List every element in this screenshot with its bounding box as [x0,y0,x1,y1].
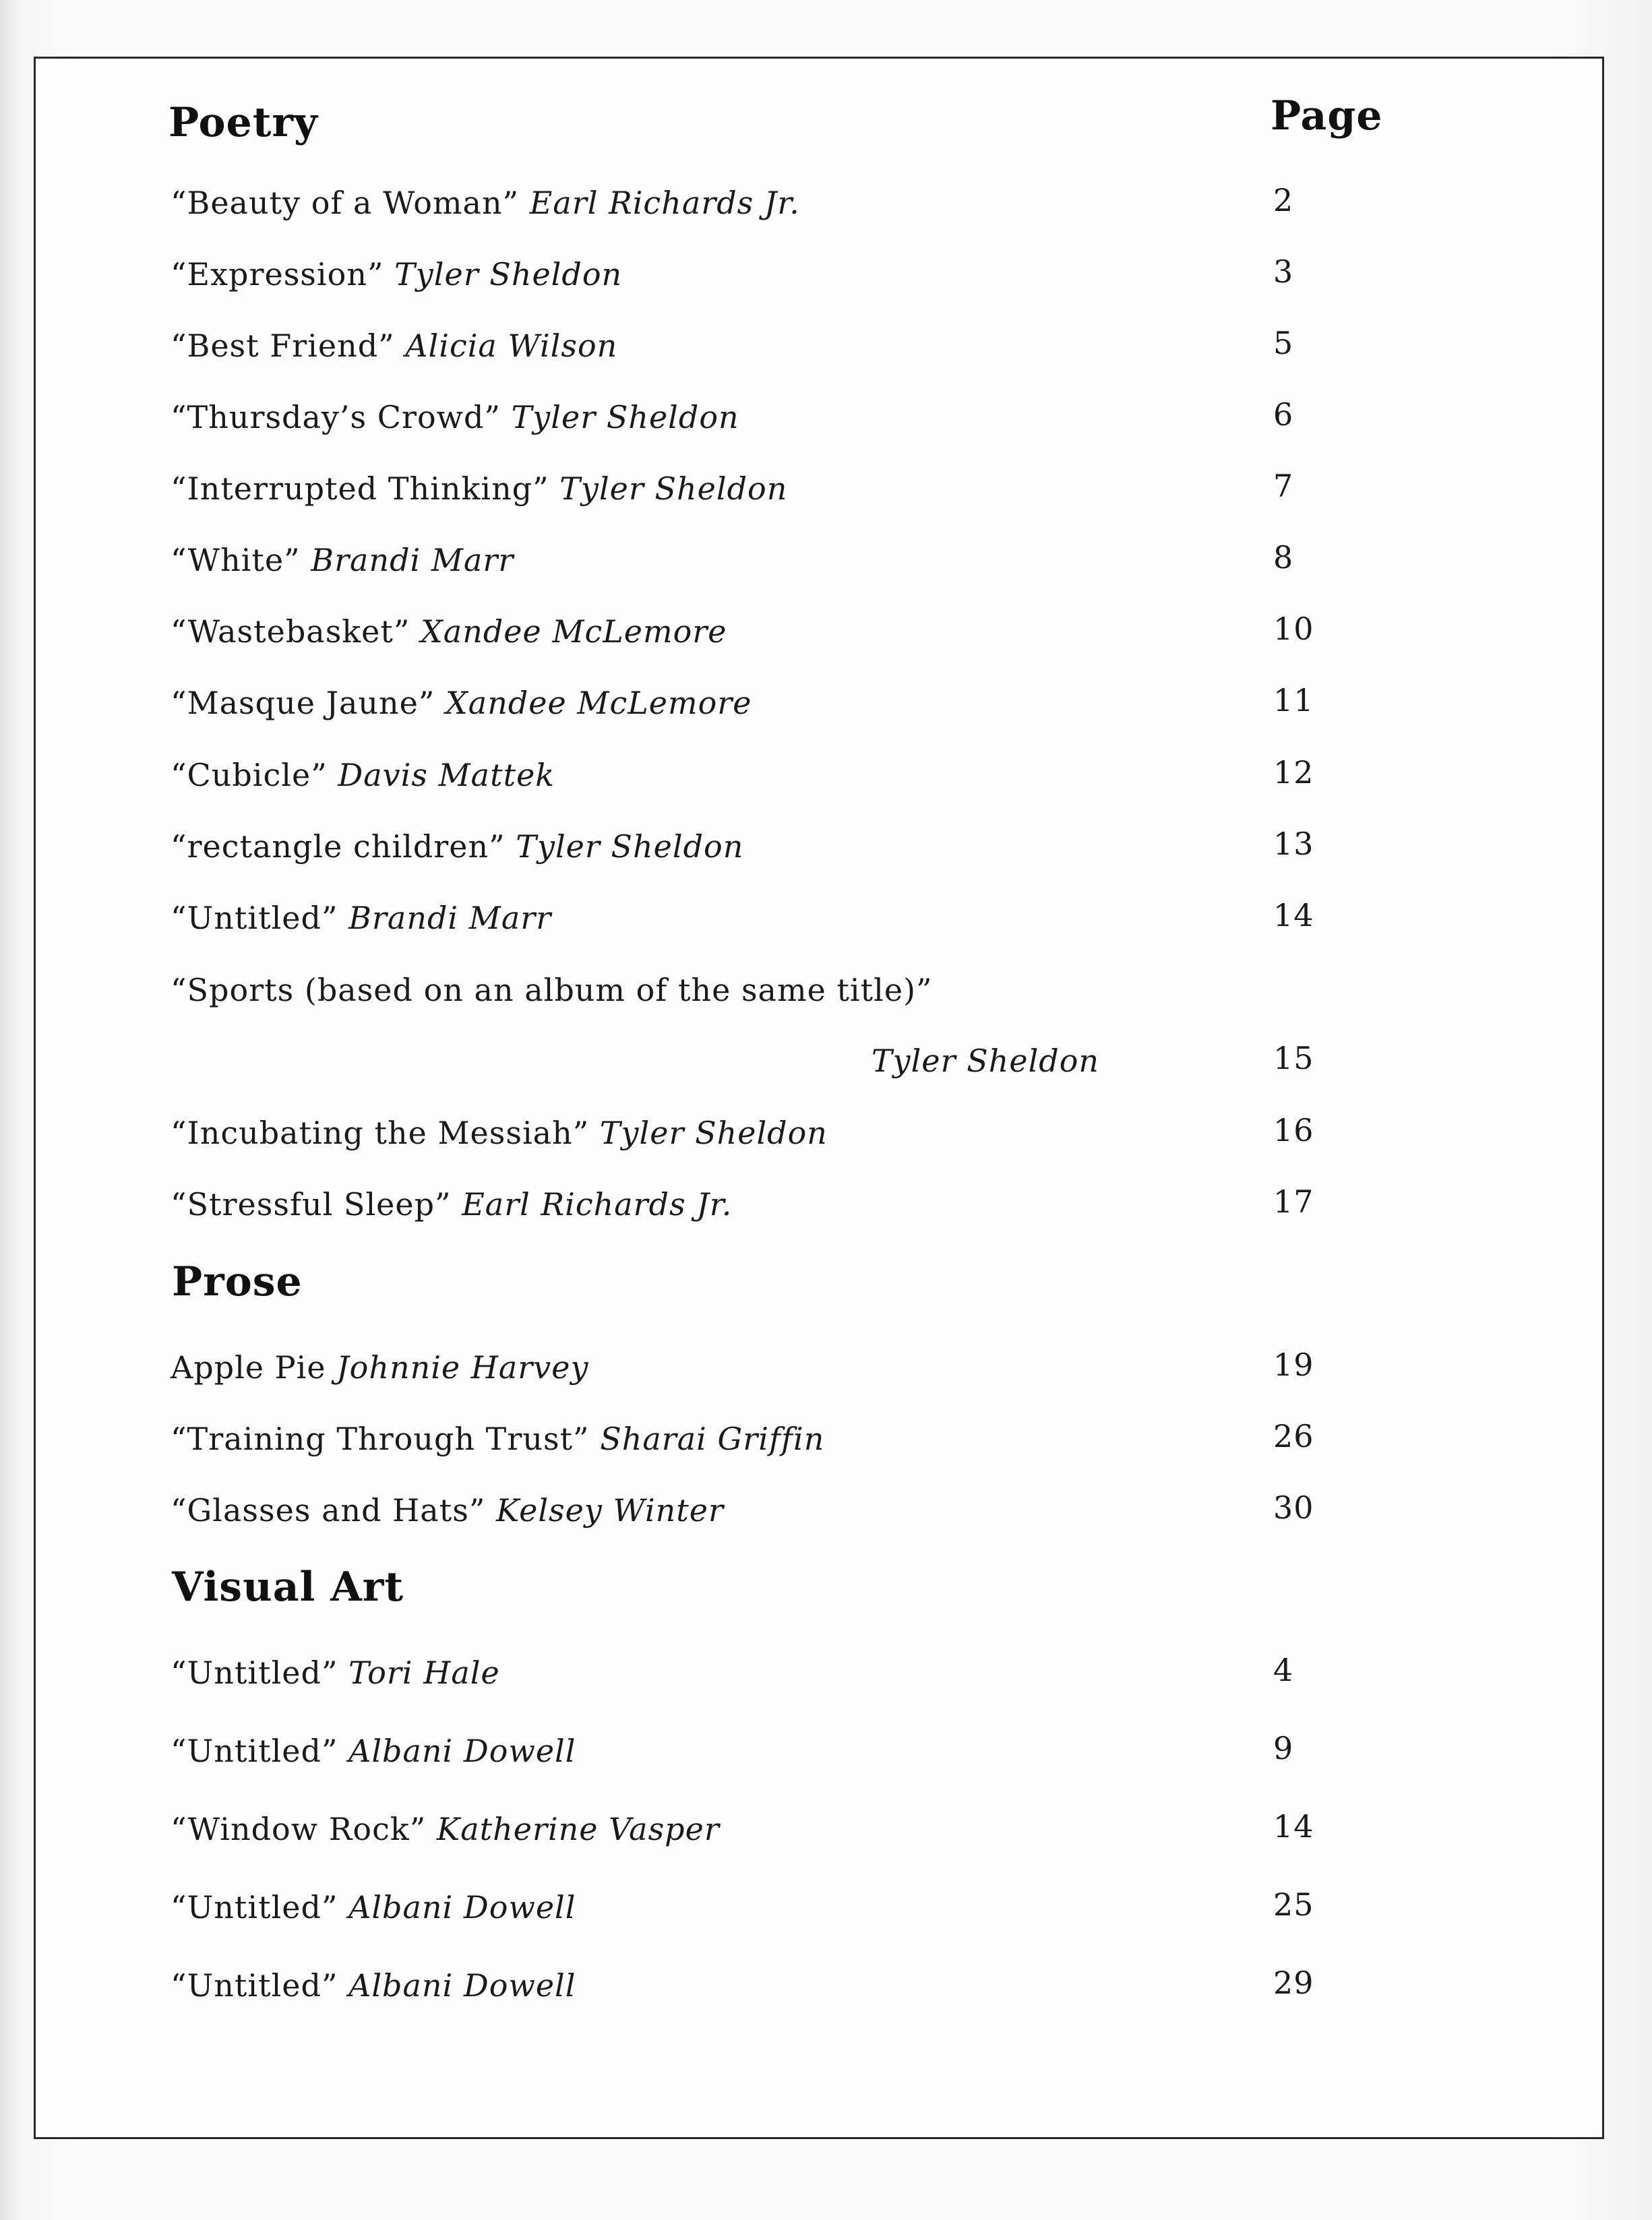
entry-page-number: 9 [1273,1730,1294,1766]
toc-entry [171,470,787,507]
entry-title: “Thursday’s Crowd” [171,399,501,435]
entry-author: Brandi Marr [348,900,552,936]
entry-author: Alicia Wilson [405,328,618,364]
entry-page-number: 4 [1273,1652,1294,1688]
toc-entry [171,256,622,292]
entry-page-number: 6 [1273,396,1294,433]
table-of-contents-frame [34,57,1604,2139]
entry-page-number: 12 [1273,754,1314,791]
entry-author: Albani Dowell [348,1967,576,2004]
toc-entry [171,185,800,221]
toc-entry [171,972,933,1008]
entry-author: Tyler Sheldon [511,399,739,435]
toc-entry [171,900,551,936]
entry-title: “White” [171,542,301,578]
entry-page-number: 30 [1273,1489,1314,1526]
entry-page-number: 11 [1273,682,1314,718]
entry-page-number: 26 [1273,1418,1314,1454]
entry-title: “Cubicle” [171,757,328,793]
entry-title: “Beauty of a Woman” [171,185,520,221]
entry-author: Brandi Marr [311,542,514,578]
toc-entry [171,1492,724,1529]
entry-author: Tyler Sheldon [394,256,623,292]
entry-title: “Untitled” [171,1733,338,1769]
entry-page-number: 3 [1273,253,1294,290]
toc-entry [171,1186,732,1223]
entry-page-number: 5 [1273,325,1294,361]
entry-author: Albani Dowell [348,1889,576,1925]
entry-page-number: 19 [1273,1347,1314,1383]
entry-title: “Glasses and Hats” [171,1492,486,1529]
entry-title: “Untitled” [171,1967,338,2004]
section-heading-poetry: Poetry [169,99,318,146]
section-heading-visual-art: Visual Art [172,1564,404,1611]
toc-entry [171,1889,576,1925]
table-of-contents [36,59,1602,2137]
toc-entry [171,542,514,578]
entry-author: Katherine Vasper [436,1811,720,1847]
entry-title: “Untitled” [171,900,338,936]
entry-page-number: 8 [1273,539,1294,576]
entry-title: “Stressful Sleep” [171,1186,452,1223]
toc-entry [171,685,752,721]
entry-page-number: 7 [1273,468,1294,504]
entry-author: Sharai Griffin [600,1421,825,1457]
toc-entry [171,1349,588,1386]
toc-entry [171,1967,576,2004]
entry-title: Apple Pie [171,1349,326,1386]
toc-entry [171,1421,824,1457]
entry-page-number: 17 [1273,1183,1314,1220]
entry-page-number: 15 [1273,1040,1314,1076]
toc-entry [171,613,727,650]
entry-author: Tori Hale [348,1655,500,1691]
entry-page-number: 14 [1273,1808,1314,1845]
entry-title: “Sports (based on an album of the same title)” [171,972,933,1008]
toc-entry [171,399,739,435]
entry-page-number: 10 [1273,611,1314,647]
toc-entry [171,757,555,793]
page-column-heading: Page [1271,92,1383,140]
entry-author: Xandee McLemore [446,685,752,721]
toc-entry-continuation [871,1043,1099,1079]
entry-author: Tyler Sheldon [559,470,788,507]
entry-page-number: 14 [1273,897,1314,933]
entry-author: Kelsey Winter [495,1492,724,1529]
entry-page-number: 29 [1273,1965,1314,2001]
entry-title: “Expression” [171,256,384,292]
entry-page-number: 2 [1273,182,1294,218]
toc-entry [171,828,743,865]
entry-title: “Interrupted Thinking” [171,470,549,507]
entry-title: “Best Friend” [171,328,395,364]
entry-author: Tyler Sheldon [871,1043,1100,1079]
entry-author: Earl Richards Jr. [462,1186,733,1223]
entry-author: Albani Dowell [348,1733,576,1769]
entry-author: Xandee McLemore [421,613,727,650]
toc-entry [171,1733,576,1769]
entry-author: Johnnie Harvey [336,1349,589,1386]
entry-author: Tyler Sheldon [599,1115,828,1151]
entry-page-number: 25 [1273,1886,1314,1923]
entry-title: “Wastebasket” [171,613,410,650]
toc-entry [171,1115,828,1151]
entry-author: Earl Richards Jr. [529,185,800,221]
entry-title: “Training Through Trust” [171,1421,590,1457]
entry-title: “Window Rock” [171,1811,427,1847]
section-heading-prose: Prose [172,1258,303,1305]
entry-author: Tyler Sheldon [516,828,744,865]
entry-author: Davis Mattek [338,757,555,793]
entry-title: “Masque Jaune” [171,685,435,721]
toc-entry [171,1655,500,1691]
entry-page-number: 16 [1273,1112,1314,1148]
toc-entry [171,1811,720,1847]
entry-page-number: 13 [1273,826,1314,862]
entry-title: “Incubating the Messiah” [171,1115,590,1151]
entry-title: “Untitled” [171,1655,338,1691]
toc-entry [171,328,617,364]
entry-title: “Untitled” [171,1889,338,1925]
entry-title: “rectangle children” [171,828,506,865]
